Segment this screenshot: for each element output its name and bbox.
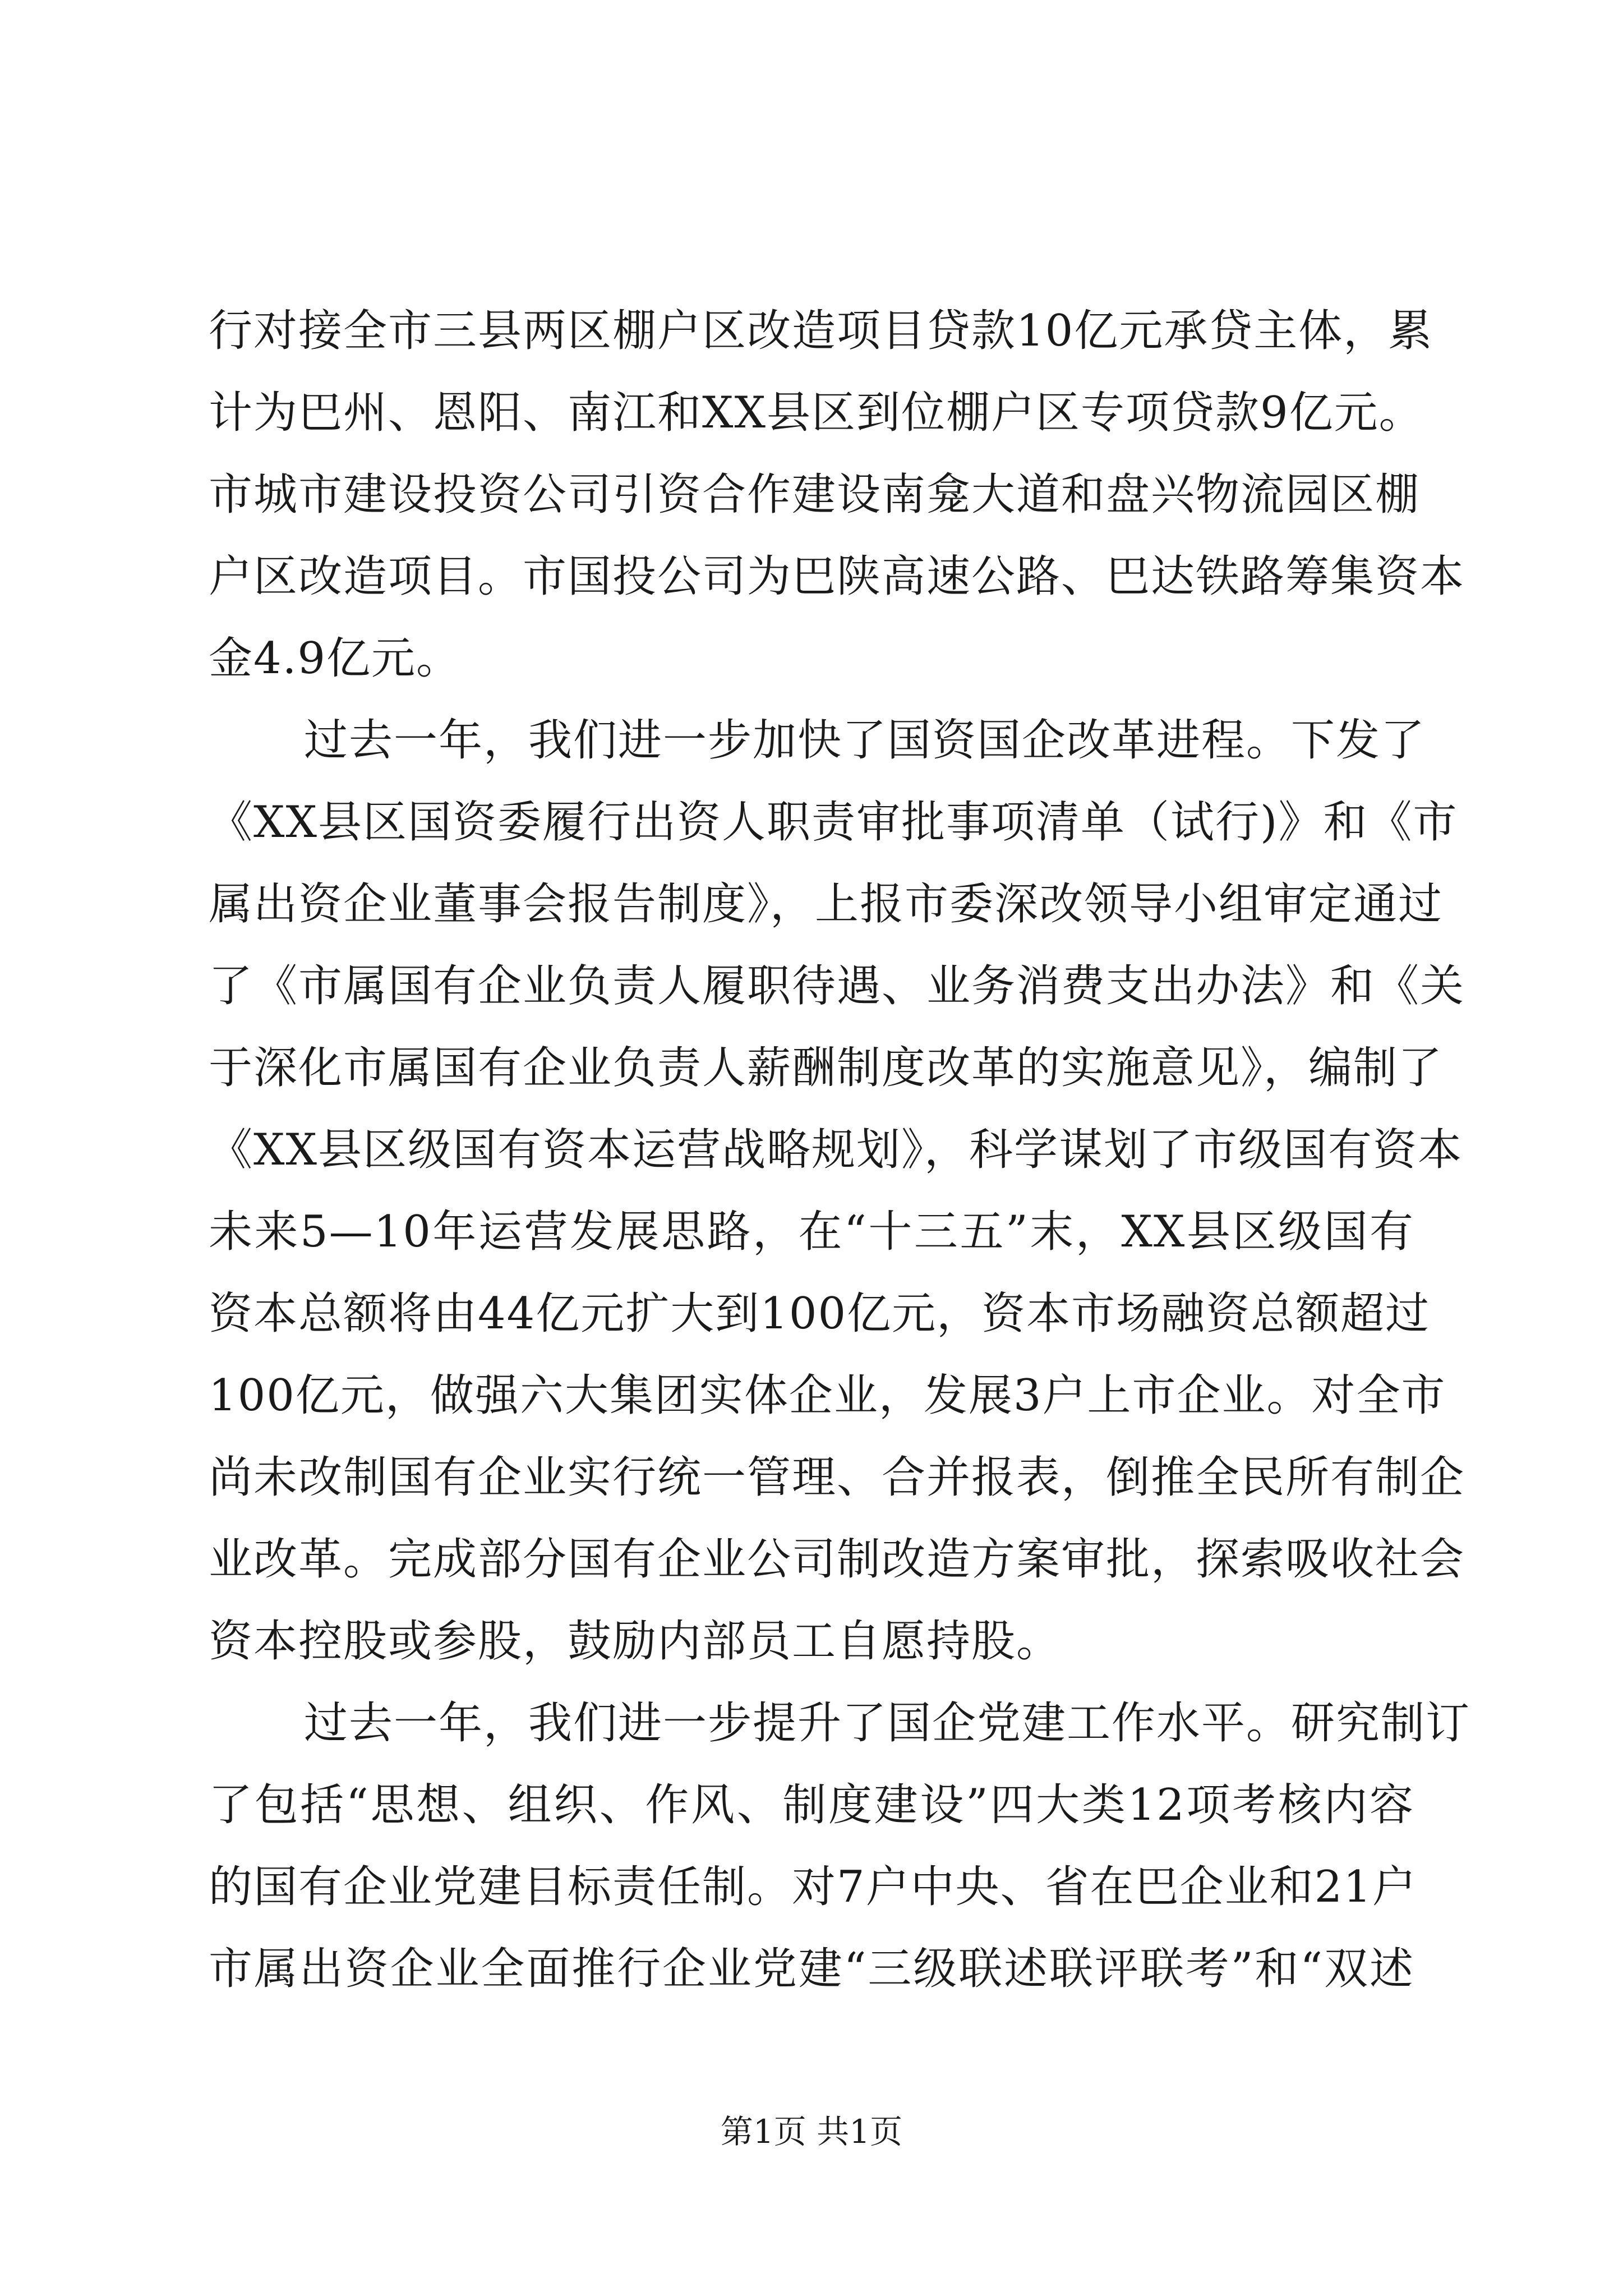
text-line: 计为巴州、恩阳、南江和XX县区到位棚户区专项贷款9亿元。	[209, 388, 1424, 438]
text-line: 户区改造项目。市国投公司为巴陕高速公路、巴达铁路筹集资本	[209, 551, 1465, 602]
text-line: 市属出资企业全面推行企业党建“三级联述联评联考”和“双述	[209, 1944, 1414, 1994]
text-line: 行对接全市三县两区棚户区改造项目贷款10亿元承贷主体，累	[209, 306, 1433, 356]
text-line: 资本总额将由44亿元扩大到100亿元，资本市场融资总额超过	[209, 1289, 1431, 1339]
text-line: 业改革。完成部分国有企业公司制改造方案审批，探索吸收社会	[209, 1534, 1465, 1585]
text-line: 尚未改制国有企业实行统一管理、合并报表，倒推全民所有制企	[209, 1452, 1465, 1503]
text-line: 未来5—10年运营发展思路，在“十三五”末，XX县区级国有	[209, 1207, 1414, 1257]
text-line: 《XX县区级国有资本运营战略规划》，科学谋划了市级国有资本	[209, 1125, 1463, 1175]
text-line: 金4.9亿元。	[209, 633, 462, 684]
text-line: 《XX县区国资委履行出资人职责审批事项清单（试行)》和《市	[209, 797, 1458, 848]
text-line: 100亿元，做强六大集团实体企业，发展3户上市企业。对全市	[209, 1370, 1446, 1421]
paragraph-first-line: 过去一年，我们进一步加快了国资国企改革进程。下发了	[304, 715, 1426, 766]
text-line: 属出资企业董事会报告制度》，上报市委深改领导小组审定通过	[209, 879, 1444, 930]
text-line: 市城市建设投资公司引资合作建设南龛大道和盘兴物流园区棚	[209, 470, 1421, 520]
text-line: 了包括“思想、组织、作风、制度建设”四大类12项考核内容	[209, 1780, 1414, 1830]
text-line: 资本控股或参股，鼓励内部员工自愿持股。	[209, 1616, 1062, 1667]
page-number-footer: 第1页 共1页	[720, 2113, 903, 2151]
text-line: 的国有企业党建目标责任制。对7户中央、省在巴企业和21户	[209, 1862, 1417, 1912]
paragraph-first-line: 过去一年，我们进一步提升了国企党建工作水平。研究制订	[304, 1698, 1471, 1749]
text-line: 于深化市属国有企业负责人薪酬制度改革的实施意见》，编制了	[209, 1043, 1444, 1093]
text-line: 了《市属国有企业负责人履职待遇、业务消费支出办法》和《关	[209, 961, 1465, 1011]
